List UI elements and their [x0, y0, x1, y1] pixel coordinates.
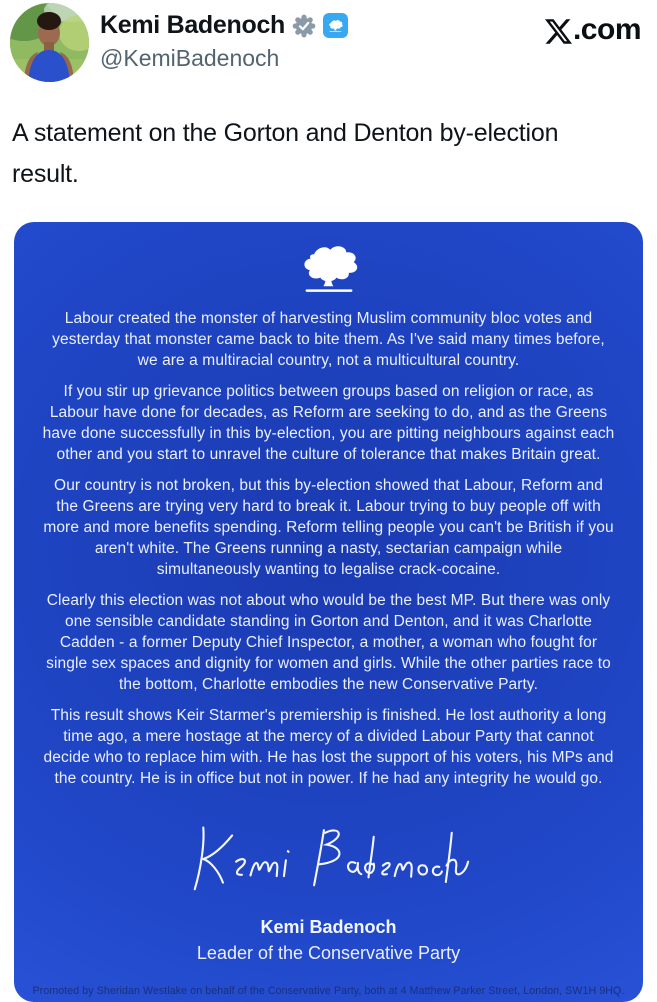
- signatory-name: Kemi Badenoch: [260, 917, 397, 937]
- avatar[interactable]: [10, 3, 89, 82]
- statement-paragraph: If you stir up grievance politics between groups based on religion or race, as Labour have done for decades, as Reform are seeking to do, and as the Greens have done successfully in this by-election, you are pitting neighbours against each other and you start to unravel the culture of tolerance that makes Britain great.: [42, 383, 615, 463]
- tweet-text: A statement on the Gorton and Denton by-election result.: [12, 119, 559, 188]
- name-row: [100, 11, 348, 40]
- statement-card: [14, 222, 643, 1002]
- x-logo-icon: [545, 18, 572, 45]
- identity-block: [100, 11, 348, 72]
- imprint-footer: Promoted by Sheridan Westlake on behalf of the Conservative Party, both at 4 Matthew Parker Street, London, SW1H 9HQ.: [32, 985, 625, 997]
- signatory-title: Leader of the Conservative Party: [196, 943, 461, 963]
- tweet-header: [0, 0, 657, 88]
- x-watermark: [545, 13, 641, 47]
- conservative-tree-logo-icon: [292, 243, 366, 295]
- signature: [181, 811, 476, 911]
- conservative-party-badge-icon: [323, 13, 348, 38]
- verified-badge-icon: [292, 14, 316, 38]
- handle[interactable]: @KemiBadenoch: [100, 45, 280, 71]
- display-name[interactable]: Kemi Badenoch: [100, 11, 286, 39]
- avatar-photo-icon: [10, 3, 89, 82]
- statement-paragraph: Labour created the monster of harvesting Muslim community bloc votes and yesterday that monster came back to bite them. As I've said many times before, we are a multiracial country, not a multicultural country.: [52, 310, 605, 369]
- statement-paragraph: Our country is not broken, but this by-election showed that Labour, Reform and the Greens are trying very hard to break it. Labour trying to buy people off with more and more benefits spending. Reform telling people you can't be British if you aren't white. The Greens running a nasty, sectarian campaign while simultaneously wanting to legalise crack-cocaine.: [43, 477, 614, 578]
- x-watermark-suffix: .com: [572, 13, 641, 46]
- statement-paragraph: This result shows Keir Starmer's premiership is finished. He lost authority a long time ago, a mere hostage at the mercy of a divided Labour Party that cannot decide who to replace him with. He has lost the support of his voters, his MPs and the country. He is in office but not in power. If he had any integrity he would go.: [43, 707, 614, 787]
- statement-paragraph: Clearly this election was not about who would be the best MP. But there was only one sensible candidate standing in Gorton and Denton, and it was Charlotte Cadden - a former Deputy Chief Inspector, a mother, a woman who fought for single sex spaces and dignity for women and girls. While the other parties race to the bottom, Charlotte embodies the new Conservative Party.: [46, 592, 611, 693]
